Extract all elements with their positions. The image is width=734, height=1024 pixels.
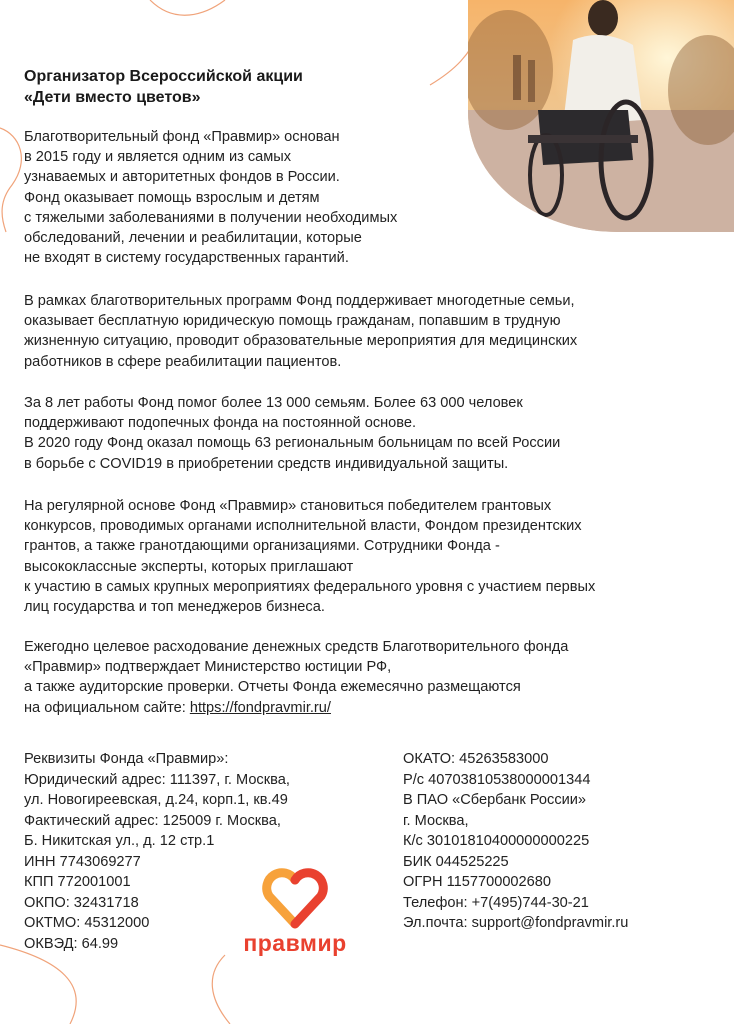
text-line: обследований, лечении и реабилитации, которые	[24, 230, 362, 247]
text-line: работников в сфере реабилитации пациентов.	[24, 353, 342, 370]
requisite-line: ОКАТО: 45263583000	[403, 751, 549, 767]
requisite-line: В ПАО «Сбербанк России»	[403, 792, 587, 808]
text-line: в 2015 году и является одним из самых	[24, 149, 292, 166]
text-line: «Правмир» подтверждает Министерство юстиции РФ,	[24, 659, 392, 676]
requisite-line: Б. Никитская ул., д. 12 стр.1	[24, 833, 215, 849]
text-line: жизненную ситуацию, проводит образовательные мероприятия для медицинских	[24, 333, 578, 350]
paragraph-grants	[24, 496, 595, 617]
text-line: поддерживают подопечных фонда на постоянной основе.	[24, 415, 417, 432]
text-line: к участию в самых крупных мероприятиях федерального уровня с участием первых	[24, 578, 596, 595]
text-line: За 8 лет работы Фонд помог более 13 000 семьям. Более 63 000 человек	[24, 395, 523, 411]
paragraph-about	[24, 127, 397, 268]
requisite-line: ОГРН 1157700002680	[403, 874, 552, 890]
requisite-line: ИНН 7743069277	[24, 853, 141, 870]
requisite-line: Эл.почта: support@fondpravmir.ru	[403, 915, 629, 931]
requisite-line: КПП 772001001	[24, 874, 131, 890]
requisite-line: ОКТМО: 45312000	[24, 915, 150, 931]
text-line-with-link	[24, 698, 568, 718]
text-line: В 2020 году Фонд оказал помощь 63 региональным больницам по всей России	[24, 435, 561, 452]
text-line: с тяжелыми заболеваниями в получении необходимых	[24, 209, 398, 226]
requisite-line: Телефон: +7(495)744-30-21	[403, 894, 589, 911]
text-line: а также аудиторские проверки. Отчеты Фонда ежемесячно размещаются	[24, 679, 521, 696]
requisite-line: К/с 30101810400000000225	[403, 833, 590, 849]
paragraph-programs	[24, 291, 577, 372]
text-line: В рамках благотворительных программ Фонд поддерживает многодетные семьи,	[24, 293, 575, 309]
requisite-line: ул. Новогиреевская, д.24, корп.1, кв.49	[24, 792, 288, 808]
paragraph-reporting	[24, 637, 568, 718]
text-line: Благотворительный фонд «Правмир» основан	[24, 129, 340, 145]
text-line: не входят в систему государственных гарантий.	[24, 250, 349, 267]
page-title	[24, 66, 464, 108]
text-line: конкурсов, проводимых органами исполнительной власти, Фондом президентских	[24, 518, 582, 535]
text-line: в борьбе с COVID19 в приобретении средств индивидуальной защиты.	[24, 455, 509, 472]
requisites-right	[403, 749, 628, 934]
requisite-line: Юридический адрес: 111397, г. Москва,	[24, 771, 290, 788]
requisite-line: ОКВЭД: 64.99	[24, 935, 119, 952]
text-line: узнаваемых и авторитетных фондов в России.	[24, 169, 340, 186]
requisite-line: БИК 044525225	[403, 853, 509, 870]
text-line: лиц государства и топ менеджеров бизнеса.	[24, 599, 325, 616]
requisite-line: г. Москва,	[403, 812, 469, 829]
text-line: оказывает бесплатную юридическую помощь гражданам, попавшим в трудную	[24, 313, 561, 330]
pravmir-logo	[225, 866, 365, 962]
requisite-line: Р/с 40703810538000001344	[403, 771, 591, 788]
requisite-line: ОКПО: 32431718	[24, 894, 139, 911]
text-line: Ежегодно целевое расходование денежных средств Благотворительного фонда	[24, 639, 569, 655]
paragraph-results	[24, 393, 560, 474]
text-line: На регулярной основе Фонд «Правмир» становиться победителем грантовых	[24, 498, 552, 514]
text-line: Фонд оказывает помощь взрослым и детям	[24, 189, 320, 206]
text-line: грантов, а также гранотдающими организациями. Сотрудники Фонда -	[24, 538, 500, 555]
text-line: высококлассные эксперты, которых приглашают	[24, 558, 354, 575]
requisite-line: Фактический адрес: 125009 г. Москва,	[24, 812, 281, 829]
site-link[interactable]: https://fondpravmir.ru/	[189, 699, 331, 716]
site-prefix: на официальном сайте:	[24, 699, 190, 716]
title-line-1: Организатор Всероссийской акции	[24, 68, 303, 85]
title-line-2: «Дети вместо цветов»	[24, 89, 201, 106]
logo-text: правмир	[243, 930, 347, 956]
heart-logo-icon	[225, 866, 365, 930]
requisite-line: Реквизиты Фонда «Правмир»:	[24, 751, 229, 767]
